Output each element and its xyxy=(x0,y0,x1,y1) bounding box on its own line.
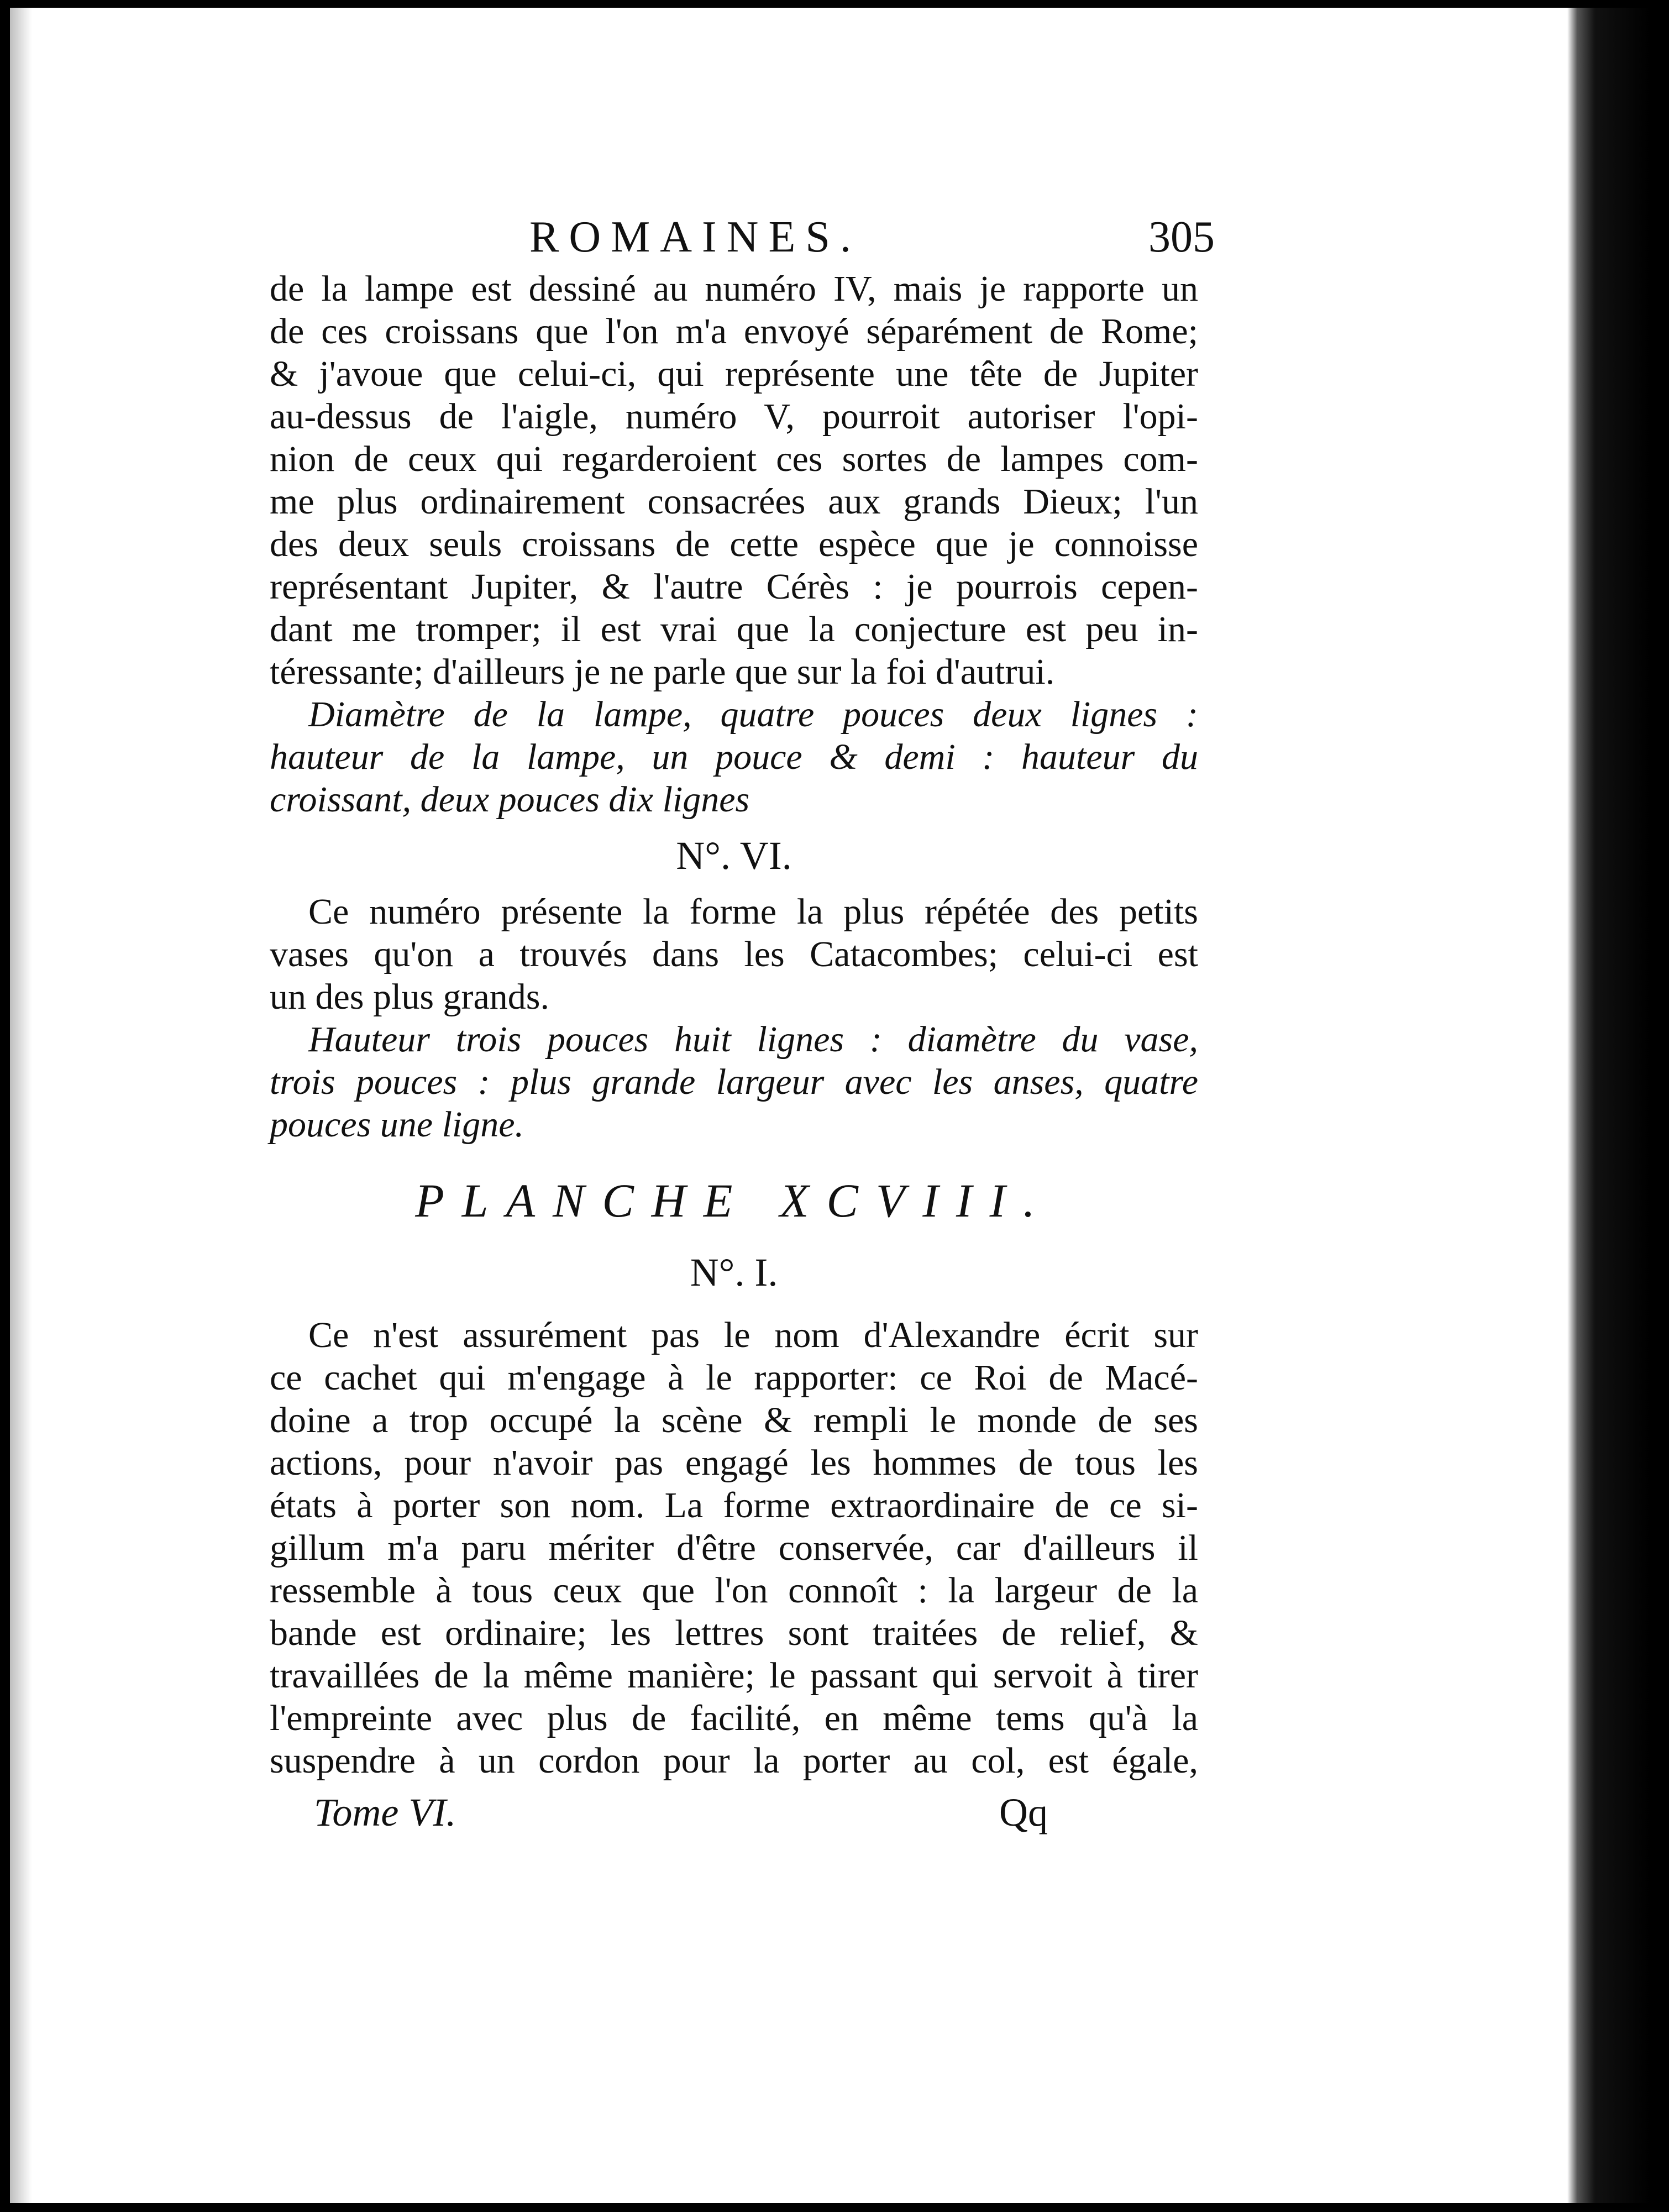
text-line: doine a trop occupé la scène & rempli le monde de ses xyxy=(270,1400,1198,1440)
text-line: suspendre à un cordon pour la porter au col, est égale, xyxy=(270,1741,1198,1781)
running-head xyxy=(270,207,1215,268)
section2-dimensions xyxy=(270,1018,1198,1146)
scan-left-shadow xyxy=(10,8,32,2203)
section-heading: N°. VI. xyxy=(676,834,792,878)
text-line: vases qu'on a trouvés dans les Catacombes; celui-ci est xyxy=(270,934,1198,974)
text-line: de ces croissans que l'on m'a envoyé séparément de Rome; xyxy=(270,311,1198,352)
planche-paragraph xyxy=(270,1314,1198,1782)
text-line: nion de ceux qui regarderoient ces sortes de lampes com- xyxy=(270,439,1198,479)
text-line: au-dessus de l'aigle, numéro V, pourroit autoriser l'opi- xyxy=(270,396,1198,437)
text-line: un des plus grands. xyxy=(270,977,549,1017)
text-line: bande est ordinaire; les lettres sont traitées de relief, & xyxy=(270,1613,1198,1653)
text-line: états à porter son nom. La forme extraordinaire de ce si- xyxy=(270,1485,1198,1526)
text-line: & j'avoue que celui-ci, qui représente une tête de Jupiter xyxy=(270,354,1198,394)
text-line: ce cachet qui m'engage à le rapporter: ce Roi de Macé- xyxy=(270,1357,1198,1398)
scanned-page xyxy=(10,8,1650,2203)
text-line: dant me tromper; il est vrai que la conjecture est peu in- xyxy=(270,609,1198,649)
text-line: actions, pour n'avoir pas engagé les hommes de tous les xyxy=(270,1443,1198,1483)
footer-volume: Tome VI. xyxy=(314,1790,456,1834)
text-line: l'empreinte avec plus de facilité, en même tems qu'à la xyxy=(270,1698,1198,1738)
planche-number-heading: N°. I. xyxy=(690,1250,778,1294)
dimension-line: croissant, deux pouces dix lignes xyxy=(270,779,750,820)
page-footer xyxy=(270,1788,1198,1837)
section1-dimensions xyxy=(270,693,1198,821)
text-line: gillum m'a paru mériter d'être conservée, car d'ailleurs il xyxy=(270,1528,1198,1568)
running-head-title: ROMAINES. xyxy=(529,213,861,261)
text-line: de la lampe est dessiné au numéro IV, mais je rapporte un xyxy=(270,269,1198,309)
dimension-line: hauteur de la lampe, un pouce & demi : hauteur du xyxy=(270,737,1198,777)
dimension-line: pouces une ligne. xyxy=(270,1104,524,1145)
text-line: me plus ordinairement consacrées aux grands Dieux; l'un xyxy=(270,481,1198,522)
section1-paragraph xyxy=(270,268,1198,693)
dimension-line: Hauteur trois pouces huit lignes : diamètre du vase, xyxy=(308,1019,1198,1060)
dimension-line: trois pouces : plus grande largeur avec les anses, quatre xyxy=(270,1062,1198,1102)
page-number: 305 xyxy=(1148,213,1215,261)
planche-title: PLANCHE XCVIII. xyxy=(415,1174,1053,1227)
text-line: des deux seuls croissans de cette espèce que je connoisse xyxy=(270,524,1198,564)
text-line: Ce numéro présente la forme la plus répétée des petits xyxy=(308,892,1198,932)
dimension-line: Diamètre de la lampe, quatre pouces deux lignes : xyxy=(308,694,1198,735)
footer-signature-mark: Qq xyxy=(999,1790,1048,1834)
scan-right-edge xyxy=(1567,8,1650,2203)
text-block xyxy=(270,207,1215,1837)
text-line: ressemble à tous ceux que l'on connoît : la largeur de la xyxy=(270,1570,1198,1611)
text-line: travaillées de la même manière; le passant qui servoit à tirer xyxy=(270,1655,1198,1696)
text-line: téressante; d'ailleurs je ne parle que sur la foi d'autrui. xyxy=(270,652,1055,692)
text-line: représentant Jupiter, & l'autre Cérès : je pourrois cepen- xyxy=(270,567,1198,607)
section2-paragraph xyxy=(270,890,1198,1018)
text-line: Ce n'est assurément pas le nom d'Alexandre écrit sur xyxy=(308,1315,1198,1355)
